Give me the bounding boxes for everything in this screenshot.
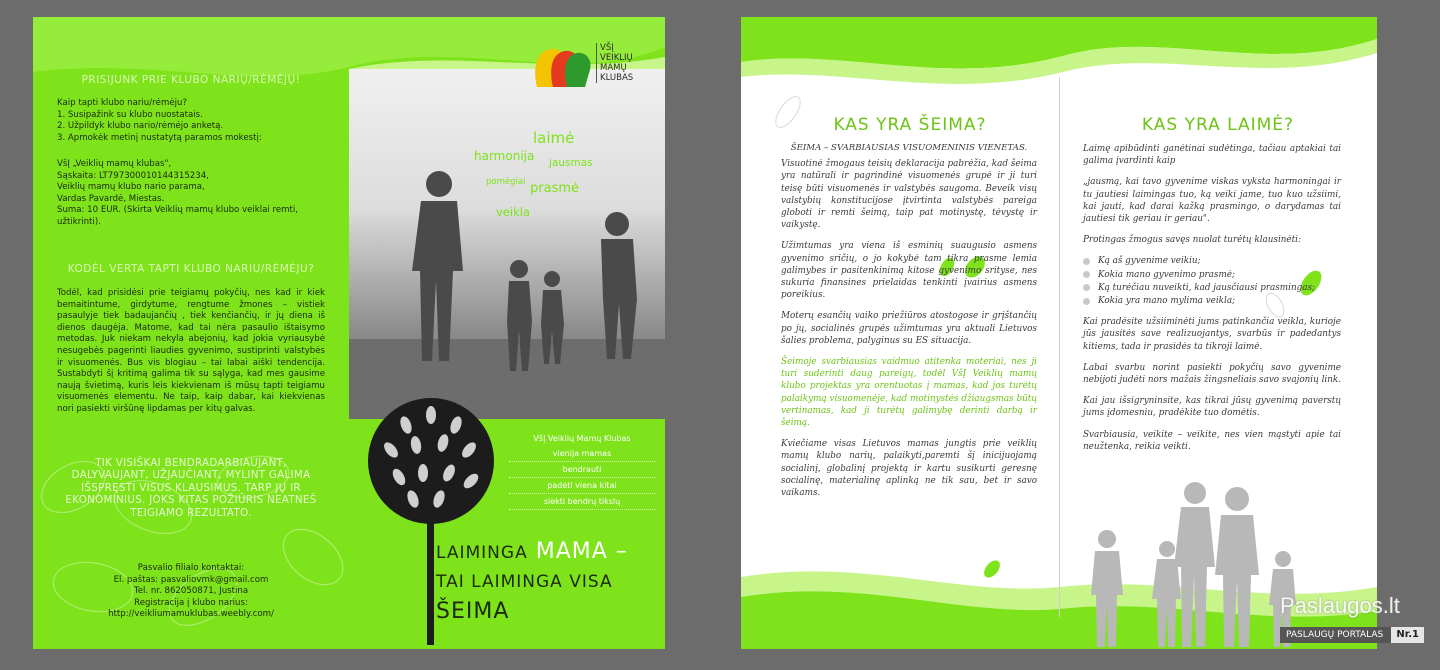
slogan-part-laiminga: LAIMINGA [436,543,528,563]
column-divider [1059,77,1060,617]
happiness-paragraph: Labai svarbu norint pasiekti pokyčių savo gyvenime nebijoti judėti nors mažais žingsneliais savo svajonių link. [1083,362,1341,386]
family-paragraph: Kviečiame visas Lietuvos mamas jungtis prie veiklių mamų klubo narių, palaikyti,paremti šį inicijuojamą socialinį, globalinį projektą ir kartu susikurti geresnę socialinę, materialinę aplinką ne tik sau, bet ir savo vaikams. [781,439,1037,499]
family-paragraph: Užimtumas yra viena iš esminių suaugusio asmens gyvenimo sričių, o jo kokybė tam tikra prasme lemia galimybes ir pasitenkinimą kitose gyvenimo srityse, nes sukuria finansines prielaidas tenkinti įvairius asmens poreikius. [781,241,1037,301]
bullet-icon [1083,271,1090,278]
right-brochure-page [741,17,1377,649]
contacts-block [33,563,349,621]
family-highlight-paragraph: Šeimoje svarbiausias vaidmuo atitenka moteriai, nes ji turi suderinti daug pareigų, todėl VšĮ Veiklių mamų klubo projektas yra orentuotas į mamas, kad jos turėtų palaikymą visuomenėje, kad motinystės džiaugsmas būtų vertinamas, kad ji turėtų galimybę derinti darbą ir šeimą. [781,357,1037,429]
question-text: Ką aš gyvenime veikiu; [1098,256,1201,267]
family-title: KAS YRA ŠEIMA? [833,115,987,135]
word-pomegiai: pomėgiai [486,177,526,187]
word-prasme: prasmė [530,181,579,196]
family-running-illustration [349,69,665,419]
family-photo [349,69,665,419]
why-heading: KODĖL VERTA TAPTI KLUBO NARIU/RĖMĖJU? [67,263,315,275]
info-box-item: siekti bendrų tikslų [509,494,655,510]
happiness-paragraph: Kai jau išsigryninsite, kas tikrai jūsų gyvenimą paverstų jums įdomesniu, pradėkite tuo domėtis. [1083,396,1341,419]
question-text: Kokia yra mano mylima veikla; [1098,296,1236,307]
slogan-line-3: ŠEIMA [436,599,510,624]
logo-line-1: VŠĮ [600,43,614,53]
word-laime: laimė [533,129,575,147]
bullet-icon [1083,258,1090,265]
left-text-column [33,17,349,649]
happiness-title: KAS YRA LAIMĖ? [1141,115,1295,135]
happiness-paragraph: Kai pradėsite užsiiminėti jums patinkančia veikla, kurioje jūs jausitės save realizuojantys, svarbūs ir padedantys kitiems, tada ir prasidės ta tikroji laimė. [1083,317,1341,352]
bank-details-text: VšĮ „Veiklių mamų klubas", Sąskaita: LT797300010144315234, Veiklių mamų klubo nario parama, Vardas Pavardė, Miestas. Suma: 10 EUR. (Skirta Veiklių mamų klubo veiklai remti, užtikrinti). [57,159,299,227]
logo-line-3: MAMŲ [600,63,627,73]
watermark-badge: Nr.1 [1391,627,1424,643]
logo-line-4: KLUBAS [600,73,634,83]
left-brochure-page [33,17,665,649]
list-item [1083,295,1341,307]
join-heading: PRISIJUNK PRIE KLUBO NARIŲ/RĖMĖJŲ! [81,74,301,86]
slogan-line-2: TAI LAIMINGA VISA [436,572,613,592]
info-box-item: vienija mamas [509,446,655,462]
club-info-box [509,431,655,510]
cooperation-slogan: TIK VISIŠKAI BENDRADARBIAUJANT, DALYVAUJANT, UŽJAUČIANT, MYLINT GALIMA IŠSPRĘSTI VISUS KLAUSIMUS. TARP JŲ IR EKONOMINIUS. JOKS KITAS POŽIŪRIS NEATNEŠ TEIGIAMO REZULTATO. [65,457,317,519]
family-paragraph: Moterų esančių vaiko priežiūros atostogose ir grįštančių po jų, socialinės grupės užimtumas yra aktuali Lietuvos šalies problema, palyginus su ES situacija. [781,311,1037,346]
word-veikla: veikla [496,205,530,219]
info-box-item: bendrauti [509,462,655,478]
question-text: Ką turėčiau nuveikti, kad jausčiausi prasmingas; [1098,282,1315,293]
logo-line-2: VEIKLIŲ [600,53,633,63]
happiness-quote: „jausmą, kai tavo gyvenime viskas vyksta harmoningai ir tu jautiesi laimingas tuo, ką veiki jame, tuo kuo užsiimi, kai jauti, kad darai kažką prasmingo, o darydamas tai jautiesi tik geriau ir geriau". [1083,177,1341,225]
question-text: Kokia mano gyvenimo prasmė; [1098,269,1235,280]
happiness-paragraph: Protingas žmogus savęs nuolat turėtų klausinėti: [1083,235,1301,246]
list-item [1083,269,1341,281]
bullet-icon [1083,298,1090,305]
happy-mother-slogan [436,537,656,626]
club-logo-text [596,43,633,83]
green-leaf-icon [977,554,1007,584]
join-steps-text: Kaip tapti klubo nariu/rėmėju? 1. Susipažink su klubo nuostatais. 2. Užpildyk klubo nario/rėmėjo anketą. 3. Apmokėk metinį nustatytą paramos mokestį: [57,98,262,143]
bullet-icon [1083,284,1090,291]
why-text: Todėl, kad prisidėsi prie teigiamų pokyčių, nes kad ir kiek bemaitintume, girdytume, rengtume žmones – vistiek pasaulyje tiek badaujančių , tiek kenčiančių, ir jų diena iš dienos daugėja. Matome, kad tai nėra pasaulio ištaisymo metodas. Juk niekam nekyla abejonių, kad jokia vyriausybė nesugebės pagerinti liaudies gyvenimo, sustiprinti valstybės ir visuomenės. Bus vis blogiau – tai labai aiški tendencija. Sustabdyti šį kritimą galima tik su sąlyga, kad mes gausime naują švietimą, kuris leis kiekvienam iš mūsų tapti teigiamu visuomenės elementu. Ne taip, kaip dabar, kai kiekvienas nori pasiekti viršūnę lipdamas per kitų galvas. [57,288,325,414]
watermark-tagline-bar [1280,627,1424,643]
paslaugos-watermark [1276,593,1426,649]
family-subtitle: ŠEIMA – SVARBIAUSIAS VISUOMENINIS VIENETAS. [790,143,1028,153]
contacts-heading: Pasvalio filialo kontaktai: [137,563,245,573]
questions-list [1083,255,1341,307]
family-column [781,142,1037,508]
list-item [1083,282,1341,294]
family-paragraph: Visuotinė žmogaus teisių deklaracija pabrėžia, kad šeima yra natūrali ir pagrindinė visuomenės grupė ir ji turi teisę būti visuomenės ir valstybės saugoma. Beveik visų valstybių konstitucijose įtvirtinta valstybės pareiga globoti ir remti šeimą, taip pat motinystę, tėvystę ir vaikystę. [781,159,1037,231]
contacts-details: El. paštas: pasvaliovmk@gmail.com Tel. nr. 862050871, Justina Registracija į klubo narius: http://veikliumamuklubas.weebly.com/ [108,574,274,620]
happiness-paragraph: Laimę apibūdinti ganėtinai sudėtinga, tačiau aptakiai tai galima įvardinti kaip [1083,144,1341,167]
heads-logo-icon [533,43,593,89]
info-box-item: padėti viena kitai [509,478,655,494]
info-box-title: VšĮ Veiklių Mamų Klubas [533,434,631,443]
watermark-site-name: Paslaugos.lt [1280,593,1400,618]
happiness-paragraph: Svarbiausia, veikite – veikite, nes vien mąstyti apie tai neužtenka, reikia veikti. [1083,429,1341,452]
slogan-part-mama: MAMA – [535,539,628,564]
club-logo [533,43,653,91]
word-harmonija: harmonija [474,149,535,163]
list-item [1083,255,1341,267]
watermark-tagline: PASLAUGŲ PORTALAS [1286,630,1384,640]
happiness-column [1083,143,1341,462]
word-jausmas: jausmas [549,157,593,169]
